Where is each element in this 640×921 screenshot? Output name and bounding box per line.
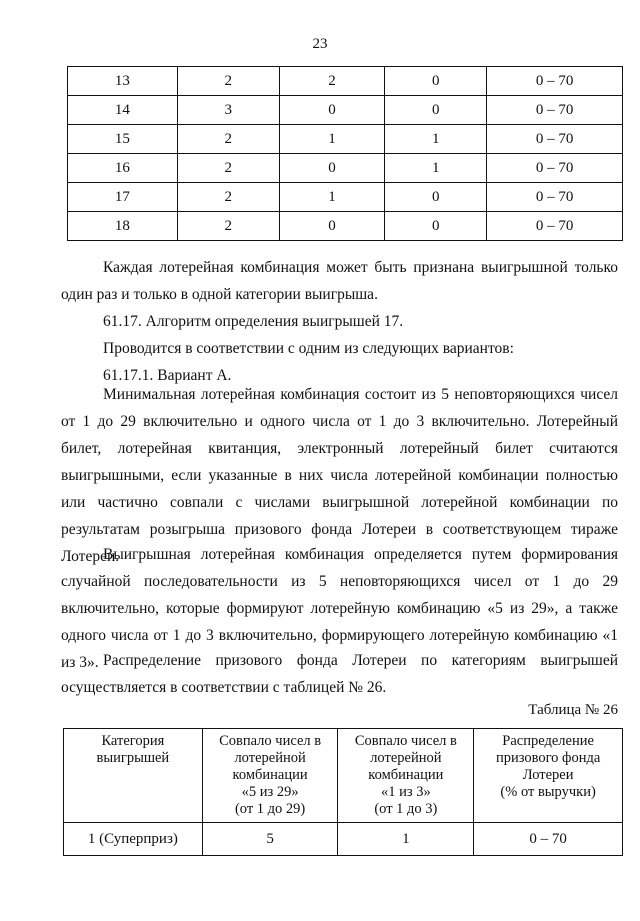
table-cell: 1 — [338, 823, 474, 856]
table-cell: 1 (Суперприз) — [64, 823, 203, 856]
table-cell: 1 — [385, 125, 487, 154]
table-header-cell — [474, 729, 623, 823]
table-cell: 16 — [68, 154, 178, 183]
header-line: комбинации — [368, 767, 444, 783]
header-line: Совпало чисел в — [354, 733, 457, 749]
table-cell: 2 — [279, 67, 385, 96]
prize-distribution-table-26 — [63, 728, 623, 856]
header-line: Лотереи — [522, 767, 574, 783]
table-cell: 15 — [68, 125, 178, 154]
table-cell: 1 — [279, 125, 385, 154]
table-cell: 2 — [177, 212, 279, 241]
header-line: (от 1 до 29) — [234, 801, 306, 817]
table-cell: 1 — [279, 183, 385, 212]
table-row — [64, 823, 623, 856]
table-cell: 0 – 70 — [474, 823, 623, 856]
table-cell: 0 – 70 — [487, 154, 623, 183]
table-cell: 14 — [68, 96, 178, 125]
table-cell: 0 — [385, 212, 487, 241]
prize-category-table-continued — [67, 66, 623, 241]
table-row — [68, 212, 623, 241]
paragraph-minimal-combination: Минимальная лотерейная комбинация состоит из 5 неповторяющихся чисел от 1 до 29 включительно и одного числа от 1 до 3 включительно. Лотерейный билет, лотерейная квитанция, электронный лотерейный билет считаются выигрышными, если указанные в них числа лотерейной комбинации полностью или частично совпали с числами выигрышной лотерейной комбинации по результатам розыгрыша призового фонда Лотереи в соответствующем тираже Лотереи. — [61, 386, 618, 565]
paragraph-prize-distribution: Распределение призового фонда Лотереи по категориям выигрышей осуществляется в соответствии с таблицей № 26. — [61, 652, 618, 696]
paragraph-algorithm-heading: 61.17. Алгоритм определения выигрышей 17. — [103, 313, 404, 330]
header-line: (от 1 до 3) — [374, 801, 438, 817]
table-header-row — [64, 729, 623, 823]
header-line: «1 из 3» — [380, 784, 431, 800]
table-cell: 1 — [385, 154, 487, 183]
header-line: Категория — [101, 733, 165, 749]
table-cell: 2 — [177, 183, 279, 212]
header-line: призового фонда — [495, 750, 601, 766]
header-line: (% от выручки) — [500, 784, 596, 800]
header-line: лотерейной — [370, 750, 442, 766]
table-cell: 2 — [177, 67, 279, 96]
table-cell: 0 – 70 — [487, 125, 623, 154]
table-cell: 0 – 70 — [487, 67, 623, 96]
table-cell: 0 — [385, 183, 487, 212]
page-number: 23 — [312, 36, 328, 52]
table-cell: 17 — [68, 183, 178, 212]
table-cell: 0 – 70 — [487, 212, 623, 241]
table-header-cell — [64, 729, 203, 823]
table-row — [68, 67, 623, 96]
table-row — [68, 183, 623, 212]
table-row — [68, 154, 623, 183]
table-cell: 0 — [279, 212, 385, 241]
paragraph-variants-intro: Проводится в соответствии с одним из следующих вариантов: — [103, 340, 514, 357]
header-line: выигрышей — [96, 750, 170, 766]
table-cell: 0 — [279, 96, 385, 125]
table-cell: 2 — [177, 154, 279, 183]
table-row — [68, 125, 623, 154]
header-line: Совпало чисел в — [219, 733, 322, 749]
table-cell: 0 – 70 — [487, 96, 623, 125]
table-cell: 13 — [68, 67, 178, 96]
paragraph-winning-combination: Выигрышная лотерейная комбинация определяется путем формирования случайной последовательности из 5 неповторяющихся чисел от 1 до 29 включительно, которые формируют лотерейную комбинацию «5 из 29», а также одного числа от 1 до 3 включительно, формирующего лотерейную комбинацию «1 из 3». — [61, 546, 618, 671]
header-line: Распределение — [502, 733, 594, 749]
table-cell: 0 – 70 — [487, 183, 623, 212]
header-line: комбинации — [232, 767, 308, 783]
table-cell: 3 — [177, 96, 279, 125]
table-header-cell — [338, 729, 474, 823]
table-header-cell — [202, 729, 338, 823]
table-cell: 0 — [385, 67, 487, 96]
paragraph-variant-a: 61.17.1. Вариант А. — [103, 367, 232, 384]
table-cell: 2 — [177, 125, 279, 154]
table-cell: 5 — [202, 823, 338, 856]
table-row — [68, 96, 623, 125]
table-caption: Таблица № 26 — [528, 702, 618, 718]
header-line: «5 из 29» — [241, 784, 299, 800]
header-line: лотерейной — [234, 750, 306, 766]
paragraph-combination-rule: Каждая лотерейная комбинация может быть признана выигрышной только один раз и только в одной категории выигрыша. — [61, 259, 618, 303]
table-cell: 0 — [279, 154, 385, 183]
table-cell: 18 — [68, 212, 178, 241]
table-cell: 0 — [385, 96, 487, 125]
